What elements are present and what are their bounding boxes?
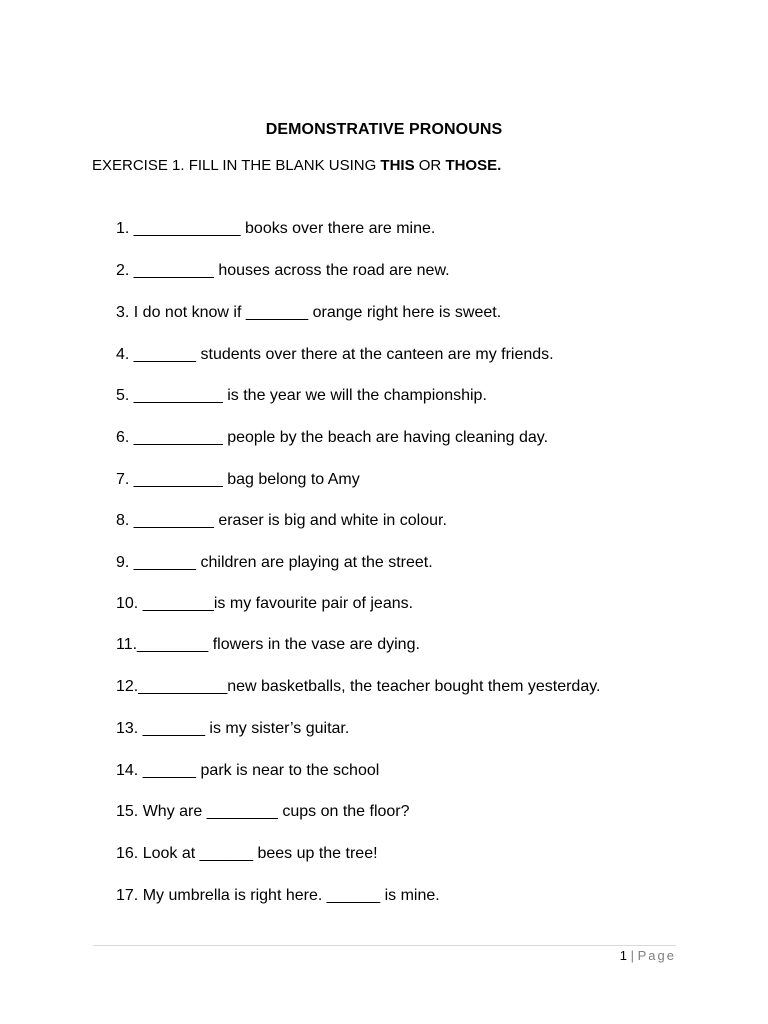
exercise-item: 11.________ flowers in the vase are dying. xyxy=(116,636,420,653)
exercise-item: 3. I do not know if _______ orange right here is sweet. xyxy=(116,304,502,321)
exercise-item: 10. ________is my favourite pair of jeans. xyxy=(116,595,414,612)
exercise-item: 13. _______ is my sister’s guitar. xyxy=(116,720,350,737)
page-number: 1 xyxy=(619,948,628,963)
exercise-item: 9. _______ children are playing at the street. xyxy=(116,554,433,571)
page-title: DEMONSTRATIVE PRONOUNS xyxy=(265,121,503,138)
exercise-item: 14. ______ park is near to the school xyxy=(116,762,380,779)
instruction-middle: OR xyxy=(414,157,446,174)
exercise-item: 4. _______ students over there at the canteen are my friends. xyxy=(116,346,554,363)
exercise-item: 12.__________new basketballs, the teacher bought them yesterday. xyxy=(116,678,601,695)
exercise-item: 17. My umbrella is right here. ______ is mine. xyxy=(116,887,440,904)
exercise-item: 1. ____________ books over there are mine. xyxy=(116,220,436,237)
exercise-item: 6. __________ people by the beach are having cleaning day. xyxy=(116,429,549,446)
exercise-item: 5. __________ is the year we will the championship. xyxy=(116,387,487,404)
page-label: Page xyxy=(637,948,676,963)
footer-divider xyxy=(93,945,676,946)
instruction-prefix: EXERCISE 1. FILL IN THE BLANK USING xyxy=(92,157,381,174)
exercise-item: 16. Look at ______ bees up the tree! xyxy=(116,845,378,862)
exercise-item: 15. Why are ________ cups on the floor? xyxy=(116,803,410,820)
instruction-word-those: THOSE. xyxy=(445,157,502,174)
page-separator: | xyxy=(627,948,638,963)
exercise-item: 2. _________ houses across the road are new. xyxy=(116,262,450,279)
exercise-item: 8. _________ eraser is big and white in colour. xyxy=(116,512,447,529)
instruction-word-this: THIS xyxy=(380,157,415,174)
page-footer xyxy=(620,948,676,963)
exercise-item: 7. __________ bag belong to Amy xyxy=(116,471,360,488)
